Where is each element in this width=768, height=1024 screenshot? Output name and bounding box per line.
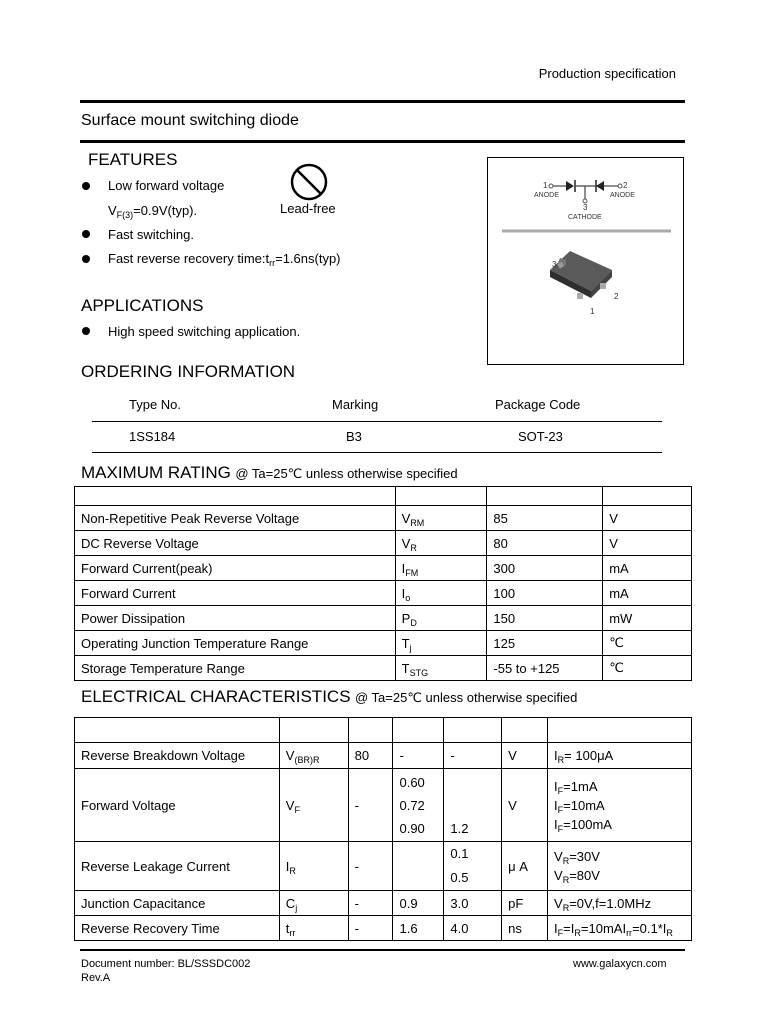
param-cell: Power Dissipation [75, 606, 396, 631]
sot23-package-icon [550, 251, 612, 299]
value-cell: 100 [487, 581, 603, 606]
applications-heading: APPLICATIONS [81, 296, 204, 315]
ordering-col-type: Type No. [129, 397, 182, 412]
website: www.galaxycn.com [573, 958, 667, 970]
symbol-cell: $t_{rr}$ [279, 916, 348, 941]
table-row [75, 842, 692, 891]
unit-cell: V [603, 506, 692, 531]
condition-cell: $V_R=30V$ $V_R=80V$ [548, 842, 692, 891]
param-cell: Reverse Breakdown Voltage [75, 743, 280, 769]
features-heading: FEATURES [88, 150, 178, 169]
min-cell: - [348, 916, 393, 941]
unit-cell: ℃ [603, 631, 692, 656]
symbol-cell: $C_j$ [279, 891, 348, 916]
ordering-heading: ORDERING INFORMATION [81, 362, 296, 381]
value-cell: -55 to +125 [487, 656, 603, 681]
typ-cell: - [393, 743, 444, 769]
bullet [82, 327, 90, 335]
symbol-cell: $I_o$ [395, 581, 487, 606]
ordering-type: 1SS184 [129, 429, 176, 444]
pin2-number: 2 [623, 181, 628, 190]
feature-item: Fast reverse recovery $time:t_{rr}=1.6ns(typ)$ [108, 251, 341, 268]
bullet [82, 182, 90, 190]
revision: Rev.A [81, 972, 111, 984]
unit-cell: mA [603, 581, 692, 606]
condition-cell: $I_F=I_R=10mAI_{rr}=0.1*I_R$ [548, 916, 692, 941]
max-cell: - [444, 743, 502, 769]
electrical-table [74, 717, 692, 941]
electrical-heading: ELECTRICAL CHARACTERISTICS @ Ta=25℃ unless otherwise specified [81, 687, 578, 706]
min-cell: - [348, 769, 393, 842]
typ-cell [393, 842, 444, 891]
param-cell: Operating Junction Temperature Range [75, 631, 396, 656]
table-row [75, 743, 692, 769]
param-cell: Storage Temperature Range [75, 656, 396, 681]
max-rating-heading: MAXIMUM RATING @ Ta=25℃ unless otherwise specified [81, 463, 458, 482]
param-cell: Junction Capacitance [75, 891, 280, 916]
pkg-pin3: 3 [552, 260, 557, 269]
table-row [75, 487, 692, 506]
pin1-number: 1 [543, 181, 548, 190]
param-cell: Reverse Recovery Time [75, 916, 280, 941]
param-cell: Forward Current(peak) [75, 556, 396, 581]
pin3-label: CATHODE [568, 214, 602, 221]
table-row [75, 531, 692, 556]
ordering-col-marking: Marking [332, 397, 379, 412]
header-rule [80, 100, 685, 103]
ordering-marking: B3 [346, 429, 362, 444]
ordering-package: SOT-23 [518, 429, 563, 444]
application-item: High speed switching application. [108, 324, 301, 339]
param-cell: DC Reverse Voltage [75, 531, 396, 556]
table-row [75, 606, 692, 631]
symbol-cell: $V_{(BR)R}$ [279, 743, 348, 769]
symbol-cell: $T_j$ [395, 631, 487, 656]
value-cell: 150 [487, 606, 603, 631]
param-cell: Forward Current [75, 581, 396, 606]
pin3-number: 3 [583, 203, 588, 212]
title-rule [80, 140, 685, 143]
unit-cell: V [502, 743, 548, 769]
symbol-cell: $V_R$ [395, 531, 487, 556]
ordering-rule [92, 452, 662, 453]
condition-cell: $V_R=0V,f=1.0MHz$ [548, 891, 692, 916]
max-cell: 3.0 [444, 891, 502, 916]
bullet [82, 230, 90, 238]
spec-label: Production specification [538, 66, 676, 81]
max-cell: 0.1 0.5 [444, 842, 502, 891]
table-row [75, 581, 692, 606]
ordering-col-package: Package Code [495, 397, 581, 412]
symbol-cell: $I_R$ [279, 842, 348, 891]
table-row [75, 506, 692, 531]
pkg-pin1: 1 [590, 307, 595, 316]
unit-cell: pF [502, 891, 548, 916]
typ-cell: 1.6 [393, 916, 444, 941]
footer-rule [80, 949, 685, 951]
max-rating-table [74, 486, 692, 681]
typ-cell: 0.60 0.72 0.90 [393, 769, 444, 842]
feature-item: Fast switching. [108, 227, 194, 242]
symbol-cell: $V_F$ [279, 769, 348, 842]
unit-cell: mW [603, 606, 692, 631]
unit-cell: mA [603, 556, 692, 581]
value-cell: 300 [487, 556, 603, 581]
symbol-cell: $P_D$ [395, 606, 487, 631]
table-row [75, 656, 692, 681]
min-cell: - [348, 842, 393, 891]
table-row [75, 556, 692, 581]
ordering-rule [92, 421, 662, 422]
doc-title: Surface mount switching diode [81, 112, 299, 129]
param-cell: Non-Repetitive Peak Reverse Voltage [75, 506, 396, 531]
min-cell: 80 [348, 743, 393, 769]
symbol-cell: $T_{STG}$ [395, 656, 487, 681]
table-row [75, 891, 692, 916]
symbol-cell: $V_{RM}$ [395, 506, 487, 531]
pkg-pin2: 2 [614, 292, 619, 301]
pin1-label: ANODE [534, 192, 559, 199]
feature-item: Low forward voltage [108, 178, 225, 193]
unit-cell: ℃ [603, 656, 692, 681]
max-cell: 4.0 [444, 916, 502, 941]
unit-cell: μ A [502, 842, 548, 891]
symbol-cell: $I_{FM}$ [395, 556, 487, 581]
min-cell: - [348, 891, 393, 916]
condition-cell: $I_F=1mA$ $I_F=10mA$ $I_F=100mA$ [548, 769, 692, 842]
table-row [75, 631, 692, 656]
doc-number: Document number: BL/SSSDC002 [81, 958, 251, 970]
pinout-diagram [488, 158, 683, 364]
table-row [75, 718, 692, 743]
bullet [82, 255, 90, 263]
max-cell: 1.2 [444, 769, 502, 842]
value-cell: 85 [487, 506, 603, 531]
condition-cell: $I_R= 100\mu A$ [548, 743, 692, 769]
param-cell: Forward Voltage [75, 769, 280, 842]
unit-cell: ns [502, 916, 548, 941]
lead-free-icon [288, 162, 330, 202]
package-box [487, 157, 684, 365]
param-cell: Reverse Leakage Current [75, 842, 280, 891]
table-row [75, 916, 692, 941]
value-cell: 125 [487, 631, 603, 656]
typ-cell: 0.9 [393, 891, 444, 916]
unit-cell: V [502, 769, 548, 842]
value-cell: 80 [487, 531, 603, 556]
vf-typ-line: $V_{F(3)}=0.9V(typ)$. [108, 203, 198, 220]
unit-cell: V [603, 531, 692, 556]
table-row [75, 769, 692, 842]
lead-free-label: Lead-free [280, 201, 336, 216]
pin2-label: ANODE [610, 192, 635, 199]
